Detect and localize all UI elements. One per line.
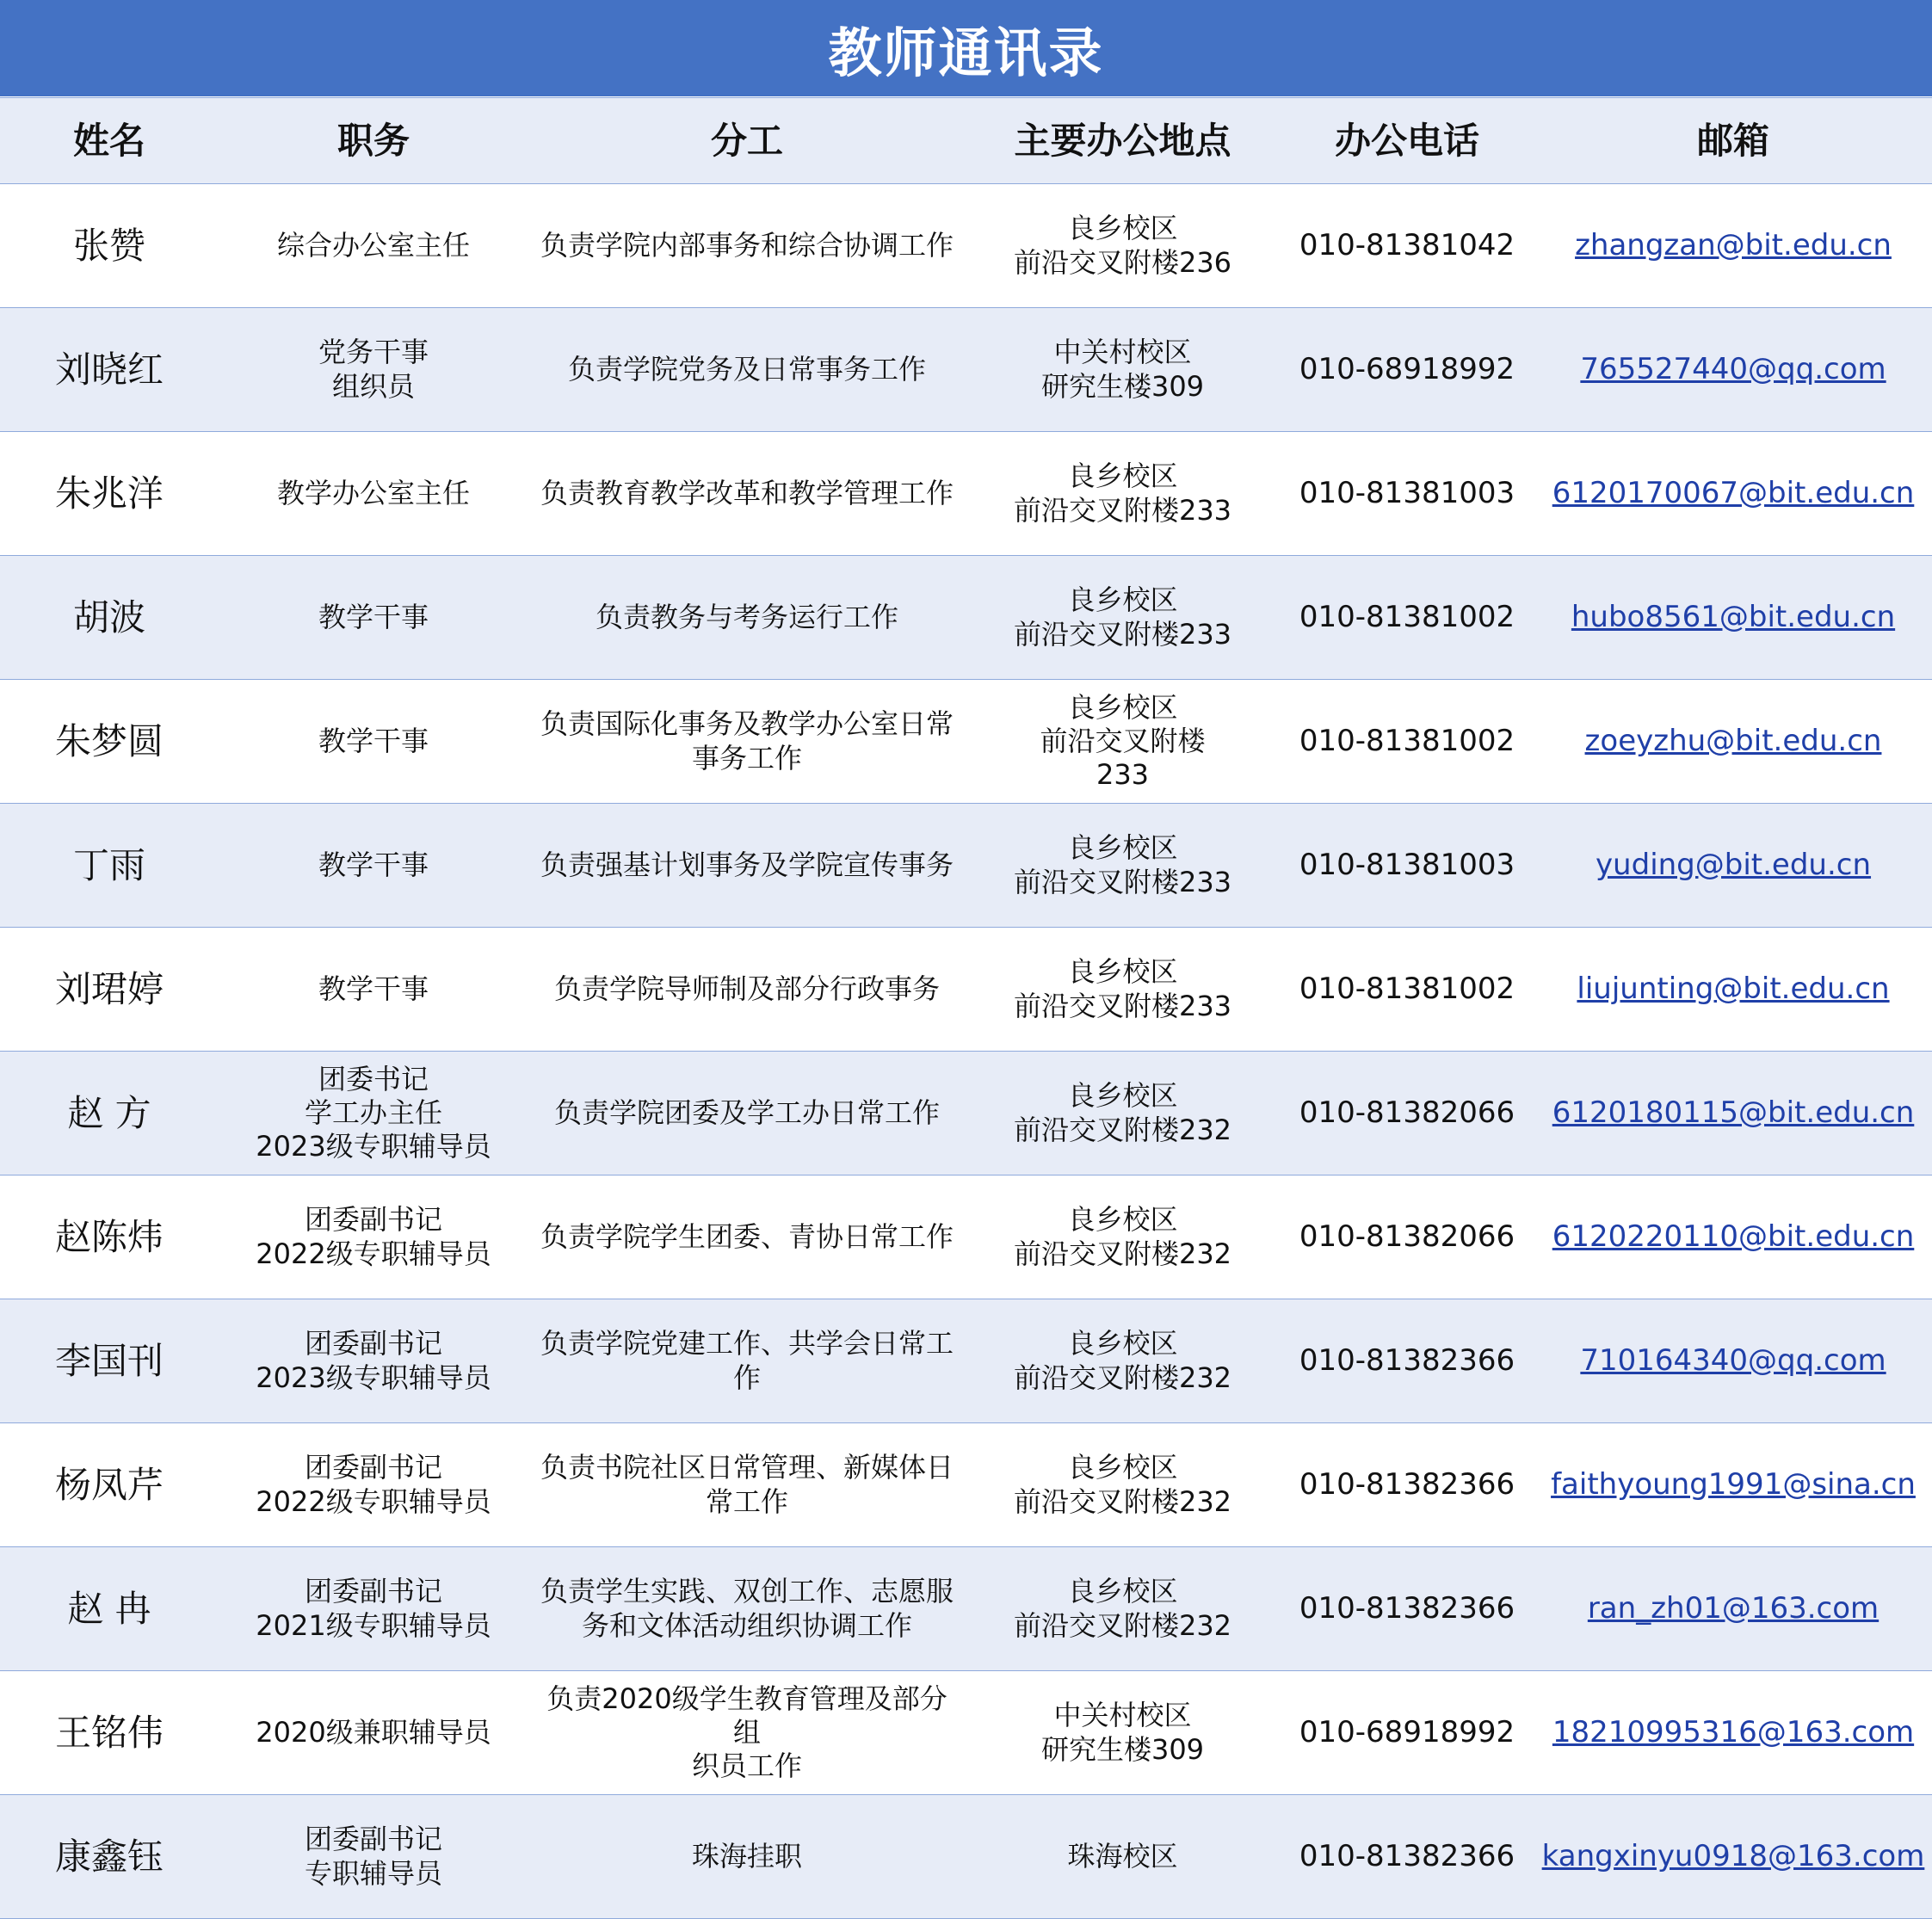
duty-cell-line: 事务工作 bbox=[691, 741, 802, 774]
office-location-cell-line: 良乡校区 bbox=[1067, 955, 1178, 989]
duty-cell bbox=[528, 1423, 966, 1547]
name-cell: 朱兆洋 bbox=[0, 432, 219, 556]
office-location-cell-line: 前沿交叉附楼 bbox=[1040, 724, 1206, 757]
table-row bbox=[0, 928, 1932, 1052]
role-cell-line: 团委副书记 bbox=[304, 1823, 442, 1856]
role-cell bbox=[219, 1671, 528, 1795]
header-row bbox=[0, 98, 1932, 184]
role-cell-line: 教学干事 bbox=[318, 848, 429, 881]
office-location-cell-line: 前沿交叉附楼232 bbox=[1013, 1608, 1232, 1642]
role-cell-line: 2022级专职辅导员 bbox=[256, 1484, 491, 1518]
duty-cell-line: 负责学院学生团委、青协日常工作 bbox=[540, 1219, 954, 1253]
role-cell bbox=[219, 556, 528, 680]
role-cell-line: 学工办主任 bbox=[304, 1095, 442, 1129]
office-location-cell-line: 良乡校区 bbox=[1067, 212, 1178, 245]
duty-cell bbox=[528, 680, 966, 804]
duty-cell-line: 作 bbox=[732, 1361, 761, 1394]
role-cell-line: 组织员 bbox=[331, 369, 415, 403]
header-office-location: 主要办公地点 bbox=[966, 98, 1280, 184]
duty-cell-line: 负责学院党务及日常事务工作 bbox=[567, 352, 926, 386]
duty-cell bbox=[528, 556, 966, 680]
email-cell bbox=[1534, 432, 1932, 556]
role-cell-line: 教学办公室主任 bbox=[276, 476, 470, 509]
role-cell bbox=[219, 1175, 528, 1299]
duty-cell bbox=[528, 308, 966, 432]
office-location-cell bbox=[966, 1795, 1280, 1919]
role-cell-line: 团委书记 bbox=[318, 1062, 429, 1095]
phone-cell: 010-81382366 bbox=[1280, 1299, 1534, 1423]
email-cell bbox=[1534, 184, 1932, 308]
office-location-cell bbox=[966, 804, 1280, 928]
role-cell-line: 2022级专职辅导员 bbox=[256, 1237, 491, 1270]
email-link[interactable]: 6120170067@bit.edu.cn bbox=[1552, 475, 1915, 510]
office-location-cell-line: 前沿交叉附楼232 bbox=[1013, 1113, 1232, 1146]
duty-cell-line: 负责书院社区日常管理、新媒体日 bbox=[540, 1451, 954, 1484]
phone-cell: 010-81381042 bbox=[1280, 184, 1534, 308]
duty-cell bbox=[528, 1547, 966, 1671]
phone-cell: 010-81381002 bbox=[1280, 556, 1534, 680]
phone-cell: 010-81382366 bbox=[1280, 1795, 1534, 1919]
office-location-cell-line: 研究生楼309 bbox=[1040, 369, 1205, 403]
role-cell bbox=[219, 432, 528, 556]
email-link[interactable]: 765527440@qq.com bbox=[1580, 351, 1886, 386]
office-location-cell bbox=[966, 680, 1280, 804]
email-link[interactable]: zhangzan@bit.edu.cn bbox=[1575, 227, 1892, 262]
role-cell-line: 团委副书记 bbox=[304, 1327, 442, 1361]
email-link[interactable]: 18210995316@163.com bbox=[1552, 1714, 1915, 1749]
office-location-cell bbox=[966, 928, 1280, 1052]
office-location-cell bbox=[966, 1547, 1280, 1671]
name-cell: 赵 冉 bbox=[0, 1547, 219, 1671]
office-location-cell-line: 良乡校区 bbox=[1067, 460, 1178, 493]
phone-cell: 010-81382366 bbox=[1280, 1423, 1534, 1547]
duty-cell bbox=[528, 1175, 966, 1299]
office-location-cell-line: 前沿交叉附楼232 bbox=[1013, 1361, 1232, 1394]
phone-cell: 010-68918992 bbox=[1280, 308, 1534, 432]
role-cell-line: 教学干事 bbox=[318, 600, 429, 633]
office-location-cell-line: 中关村校区 bbox=[1053, 1699, 1192, 1732]
role-cell bbox=[219, 680, 528, 804]
duty-cell bbox=[528, 1299, 966, 1423]
email-link[interactable]: 6120220110@bit.edu.cn bbox=[1552, 1219, 1915, 1254]
email-link[interactable]: liujunting@bit.edu.cn bbox=[1577, 971, 1890, 1006]
role-cell bbox=[219, 1795, 528, 1919]
duty-cell bbox=[528, 432, 966, 556]
office-location-cell-line: 良乡校区 bbox=[1067, 1327, 1178, 1361]
role-cell-line: 团委副书记 bbox=[304, 1575, 442, 1608]
duty-cell bbox=[528, 928, 966, 1052]
office-location-cell bbox=[966, 1299, 1280, 1423]
phone-cell: 010-81381003 bbox=[1280, 804, 1534, 928]
duty-cell-line: 珠海挂职 bbox=[691, 1839, 802, 1873]
duty-cell bbox=[528, 1671, 966, 1795]
role-cell-line: 2021级专职辅导员 bbox=[256, 1608, 491, 1642]
office-location-cell bbox=[966, 1671, 1280, 1795]
name-cell: 赵陈炜 bbox=[0, 1175, 219, 1299]
duty-cell-line: 负责学生实践、双创工作、志愿服 bbox=[540, 1575, 954, 1608]
office-location-cell-line: 前沿交叉附楼233 bbox=[1013, 989, 1232, 1022]
role-cell-line: 教学干事 bbox=[318, 972, 429, 1005]
name-cell: 康鑫钰 bbox=[0, 1795, 219, 1919]
office-location-cell-line: 前沿交叉附楼233 bbox=[1013, 865, 1232, 898]
office-location-cell-line: 中关村校区 bbox=[1053, 336, 1192, 369]
role-cell-line: 教学干事 bbox=[318, 724, 429, 757]
office-location-cell-line: 良乡校区 bbox=[1067, 1203, 1178, 1237]
table-row bbox=[0, 184, 1932, 308]
role-cell-line: 综合办公室主任 bbox=[276, 228, 470, 262]
office-location-cell bbox=[966, 1423, 1280, 1547]
email-cell bbox=[1534, 928, 1932, 1052]
email-link[interactable]: faithyoung1991@sina.cn bbox=[1551, 1466, 1916, 1502]
duty-cell-line: 常工作 bbox=[705, 1484, 788, 1518]
email-cell bbox=[1534, 1175, 1932, 1299]
office-location-cell-line: 良乡校区 bbox=[1067, 1575, 1178, 1608]
office-location-cell-line: 233 bbox=[1096, 758, 1150, 792]
table-row bbox=[0, 804, 1932, 928]
email-cell bbox=[1534, 308, 1932, 432]
name-cell: 胡波 bbox=[0, 556, 219, 680]
table-header bbox=[0, 98, 1932, 184]
teacher-contact-table bbox=[0, 97, 1932, 1919]
role-cell-line: 团委副书记 bbox=[304, 1203, 442, 1237]
office-location-cell-line: 珠海校区 bbox=[1067, 1839, 1178, 1873]
role-cell-line: 党务干事 bbox=[318, 336, 429, 369]
phone-cell: 010-81382066 bbox=[1280, 1175, 1534, 1299]
duty-cell-line: 织员工作 bbox=[691, 1749, 802, 1783]
table-row bbox=[0, 556, 1932, 680]
office-location-cell-line: 前沿交叉附楼236 bbox=[1013, 245, 1232, 279]
duty-cell-line: 负责学院导师制及部分行政事务 bbox=[553, 972, 940, 1005]
table-row bbox=[0, 1671, 1932, 1795]
duty-cell-line: 负责教务与考务运行工作 bbox=[595, 600, 898, 633]
office-location-cell-line: 良乡校区 bbox=[1067, 583, 1178, 617]
phone-cell: 010-81382366 bbox=[1280, 1547, 1534, 1671]
role-cell bbox=[219, 1299, 528, 1423]
role-cell bbox=[219, 1423, 528, 1547]
table-body bbox=[0, 184, 1932, 1919]
phone-cell: 010-81381002 bbox=[1280, 928, 1534, 1052]
email-link[interactable]: 710164340@qq.com bbox=[1580, 1342, 1886, 1378]
duty-cell-line: 负责学院党建工作、共学会日常工 bbox=[540, 1327, 954, 1361]
email-cell bbox=[1534, 1671, 1932, 1795]
phone-cell: 010-81382066 bbox=[1280, 1052, 1534, 1175]
office-location-cell bbox=[966, 308, 1280, 432]
email-cell bbox=[1534, 804, 1932, 928]
duty-cell-line: 负责强基计划事务及学院宣传事务 bbox=[540, 848, 954, 881]
header-role: 职务 bbox=[219, 98, 528, 184]
office-location-cell-line: 前沿交叉附楼232 bbox=[1013, 1484, 1232, 1518]
role-cell bbox=[219, 184, 528, 308]
phone-cell: 010-81381002 bbox=[1280, 680, 1534, 804]
name-cell: 杨凤芹 bbox=[0, 1423, 219, 1547]
email-cell bbox=[1534, 1052, 1932, 1175]
office-location-cell-line: 良乡校区 bbox=[1067, 1079, 1178, 1113]
name-cell: 刘珺婷 bbox=[0, 928, 219, 1052]
office-location-cell-line: 前沿交叉附楼232 bbox=[1013, 1237, 1232, 1270]
office-location-cell-line: 良乡校区 bbox=[1067, 690, 1178, 724]
duty-cell bbox=[528, 804, 966, 928]
table-row bbox=[0, 1795, 1932, 1919]
header-office-phone: 办公电话 bbox=[1280, 98, 1534, 184]
email-link[interactable]: kangxinyu0918@163.com bbox=[1541, 1838, 1925, 1873]
role-cell bbox=[219, 928, 528, 1052]
name-cell: 丁雨 bbox=[0, 804, 219, 928]
email-cell bbox=[1534, 556, 1932, 680]
header-duty: 分工 bbox=[528, 98, 966, 184]
office-location-cell-line: 良乡校区 bbox=[1067, 831, 1178, 865]
role-cell-line: 2023级专职辅导员 bbox=[256, 1130, 491, 1163]
duty-cell-line: 负责学院内部事务和综合协调工作 bbox=[540, 228, 954, 262]
name-cell: 王铭伟 bbox=[0, 1671, 219, 1795]
duty-cell bbox=[528, 1795, 966, 1919]
email-link[interactable]: zoeyzhu@bit.edu.cn bbox=[1584, 723, 1882, 758]
office-location-cell-line: 前沿交叉附楼233 bbox=[1013, 617, 1232, 651]
office-location-cell bbox=[966, 1175, 1280, 1299]
email-link[interactable]: hubo8561@bit.edu.cn bbox=[1571, 599, 1896, 634]
name-cell: 朱梦圆 bbox=[0, 680, 219, 804]
email-cell bbox=[1534, 1299, 1932, 1423]
table-row bbox=[0, 432, 1932, 556]
office-location-cell bbox=[966, 556, 1280, 680]
phone-cell: 010-81381003 bbox=[1280, 432, 1534, 556]
header-email: 邮箱 bbox=[1534, 98, 1932, 184]
table-row bbox=[0, 1052, 1932, 1175]
office-location-cell-line: 良乡校区 bbox=[1067, 1451, 1178, 1484]
duty-cell-line: 负责学院团委及学工办日常工作 bbox=[553, 1095, 940, 1129]
duty-cell-line: 负责教育教学改革和教学管理工作 bbox=[540, 476, 954, 509]
email-link[interactable]: ran_zh01@163.com bbox=[1587, 1590, 1880, 1626]
table-row bbox=[0, 1547, 1932, 1671]
table-row bbox=[0, 1175, 1932, 1299]
table-row bbox=[0, 1423, 1932, 1547]
duty-cell-line: 务和文体活动组织协调工作 bbox=[581, 1608, 912, 1642]
office-location-cell bbox=[966, 184, 1280, 308]
name-cell: 张赞 bbox=[0, 184, 219, 308]
duty-cell bbox=[528, 1052, 966, 1175]
email-cell bbox=[1534, 680, 1932, 804]
role-cell bbox=[219, 804, 528, 928]
duty-cell bbox=[528, 184, 966, 308]
office-location-cell-line: 研究生楼309 bbox=[1040, 1732, 1205, 1766]
email-link[interactable]: yuding@bit.edu.cn bbox=[1595, 847, 1872, 882]
email-link[interactable]: 6120180115@bit.edu.cn bbox=[1552, 1095, 1915, 1130]
email-cell bbox=[1534, 1423, 1932, 1547]
email-cell bbox=[1534, 1547, 1932, 1671]
role-cell bbox=[219, 1547, 528, 1671]
duty-cell-line: 负责2020级学生教育管理及部分组 bbox=[546, 1681, 947, 1749]
table-row bbox=[0, 680, 1932, 804]
name-cell: 李国刊 bbox=[0, 1299, 219, 1423]
page-title: 教师通讯录 bbox=[0, 0, 1932, 96]
role-cell-line: 2023级专职辅导员 bbox=[256, 1361, 491, 1394]
office-location-cell bbox=[966, 1052, 1280, 1175]
phone-cell: 010-68918992 bbox=[1280, 1671, 1534, 1795]
role-cell-line: 专职辅导员 bbox=[304, 1856, 442, 1890]
office-location-cell bbox=[966, 432, 1280, 556]
duty-cell-line: 负责国际化事务及教学办公室日常 bbox=[540, 707, 954, 741]
role-cell bbox=[219, 308, 528, 432]
office-location-cell-line: 前沿交叉附楼233 bbox=[1013, 493, 1232, 527]
header-name: 姓名 bbox=[0, 98, 219, 184]
name-cell: 刘晓红 bbox=[0, 308, 219, 432]
name-cell: 赵 方 bbox=[0, 1052, 219, 1175]
role-cell-line: 团委副书记 bbox=[304, 1451, 442, 1484]
table-row bbox=[0, 308, 1932, 432]
role-cell bbox=[219, 1052, 528, 1175]
table-row bbox=[0, 1299, 1932, 1423]
email-cell bbox=[1534, 1795, 1932, 1919]
role-cell-line: 2020级兼职辅导员 bbox=[256, 1715, 491, 1749]
